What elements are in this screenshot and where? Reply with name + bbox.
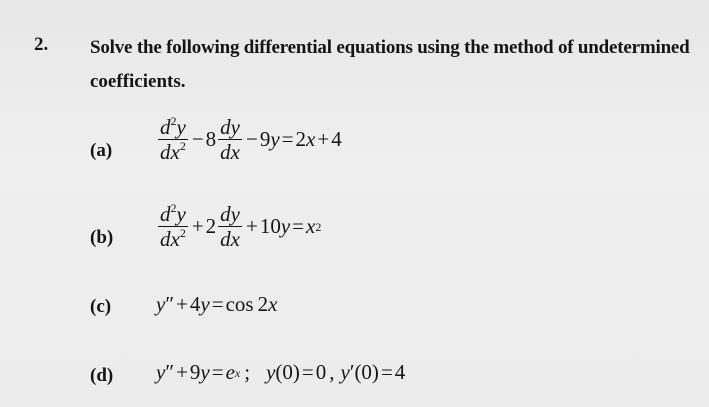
first-derivative-fraction: $\frac{dy}{dx}$ — [220, 115, 240, 165]
instruction-line-1: Solve the following differential equations using the method of undetermined — [90, 37, 690, 58]
part-c-equation: y ″ + 4 y = cos 2 x — [156, 292, 278, 316]
part-a-label: (a) — [90, 140, 113, 161]
part-b-equation: $\frac{d^2y}{dx^2}$ + 2 $\frac{dy}{dx}$ + 10 y = x 2 — [160, 201, 322, 252]
instruction-line-2: coefficients. — [90, 71, 186, 92]
second-derivative-fraction: $\frac{d^2y}{dx^2}$ — [160, 114, 186, 165]
question-number: 2. — [34, 34, 49, 55]
first-derivative-fraction: $\frac{dy}{dx}$ — [220, 202, 240, 252]
part-b-label: (b) — [90, 227, 114, 248]
part-d-equation: y ″ + 9 y = e x ; y (0) = 0 , y ′(0) = 4 — [156, 360, 406, 384]
second-derivative-fraction: $\frac{d^2y}{dx^2}$ — [160, 201, 186, 252]
part-d-label: (d) — [90, 365, 114, 386]
question-instructions — [90, 31, 690, 99]
part-a-equation: $\frac{d^2y}{dx^2}$ − 8 $\frac{dy}{dx}$ − 9 y = 2 x + 4 — [160, 114, 342, 165]
part-c-label: (c) — [90, 296, 112, 317]
